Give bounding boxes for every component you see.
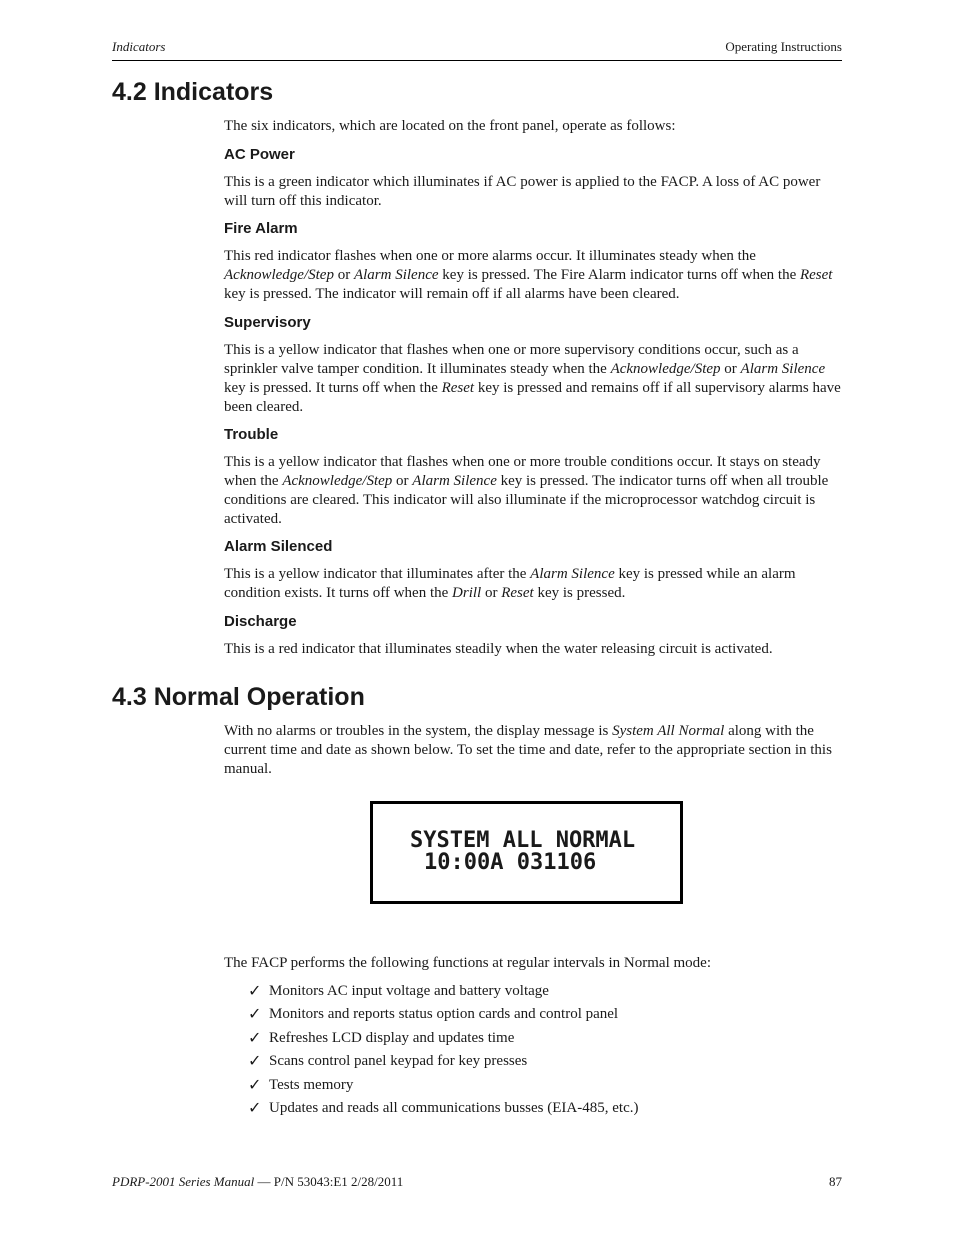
section-4-2-intro [224,117,842,136]
indicator-description: This red indicator flashes when one or more alarms occur. It illuminates steady when the Acknowledge/Step or Alarm Silence key is pressed. The Fire Alarm indicator turns off when the Reset key is pressed. The indicator will remain off if all alarms have been cleared. [224,248,833,302]
checkmark-icon: ✓ [248,1029,262,1047]
page-header [112,38,842,61]
list-item: ✓ Scans control panel keypad for key presses [248,1053,528,1071]
indicator-heading: AC Power [224,146,295,163]
indicator-heading: Discharge [224,613,297,630]
indicators-intro: The six indicators, which are located on the front panel, operate as follows: [224,118,676,134]
list-item: ✓ Tests memory [248,1076,354,1094]
indicator-description: This is a green indicator which illuminates if AC power is applied to the FACP. A loss of AC power will turn off this indicator. [224,174,821,209]
indicator-heading: Trouble [224,426,279,443]
indicator-discharge [224,612,842,659]
section-4-3-title: 4.3 Normal Operation [112,683,365,711]
indicator-alarm-silenced [224,537,842,603]
indicator-heading: Supervisory [224,314,311,331]
list-item: ✓ Updates and reads all communications busses (EIA-485, etc.) [248,1099,639,1117]
indicator-description: This is a red indicator that illuminates steadily when the water releasing circuit is activated. [224,641,773,657]
indicator-heading: Fire Alarm [224,220,298,237]
indicator-heading: Alarm Silenced [224,538,333,555]
functions-checklist [248,981,638,1121]
lcd-line-1: SYSTEM ALL NORMAL [410,828,636,853]
list-item: ✓ Monitors and reports status option cards and control panel [248,1006,619,1024]
header-chapter-name: Operating Instructions [725,39,842,54]
checkmark-icon: ✓ [248,1006,262,1024]
functions-intro: The FACP performs the following functions at regular intervals in Normal mode: [224,955,711,971]
indicator-description: This is a yellow indicator that flashes when one or more supervisory conditions occur, such as a sprinkler valve tamper condition. It illuminates steady when the Acknowledge/Step or Alarm Silence key is pressed. It turns off when the Reset key is pressed and remains off if all supervisory alarms have been cleared. [224,342,841,415]
lcd-line-2: 10:00A 031106 [424,850,597,875]
checkmark-icon: ✓ [248,1053,262,1071]
indicator-ac-power [224,145,842,211]
section-4-2-title: 4.2 Indicators [112,78,274,106]
list-item: ✓ Monitors AC input voltage and battery voltage [248,983,549,1000]
indicator-description: This is a yellow indicator that flashes when one or more trouble conditions occur. It stays on steady when the Acknowledge/Step or Alarm Silence key is pressed. The indicator turns off when all trouble conditions are cleared. This indicator will also illuminate if the microprocessor watchdog circuit is activated. [224,454,829,527]
normal-operation-intro: With no alarms or troubles in the system, the display message is System All Normal along with the current time and date as shown below. To set the time and date, refer to the appropriate section in this manual. [224,723,832,777]
indicator-trouble [224,425,842,529]
indicator-supervisory [224,313,842,417]
lcd-display-illustration [370,801,683,904]
checkmark-icon: ✓ [248,1099,262,1117]
checkmark-icon: ✓ [248,1076,262,1094]
indicator-description: This is a yellow indicator that illuminates after the Alarm Silence key is pressed while an alarm condition exists. It turns off when the Drill or Reset key is pressed. [224,566,796,601]
header-section-name: Indicators [112,39,166,54]
list-item: ✓ Refreshes LCD display and updates time [248,1029,515,1047]
indicator-fire-alarm [224,219,842,304]
page-number: 87 [829,1174,842,1189]
page-footer-manual: PDRP-2001 Series Manual — P/N 53043:E1 2/28/2011 [112,1174,404,1189]
checkmark-icon: ✓ [248,983,262,1000]
